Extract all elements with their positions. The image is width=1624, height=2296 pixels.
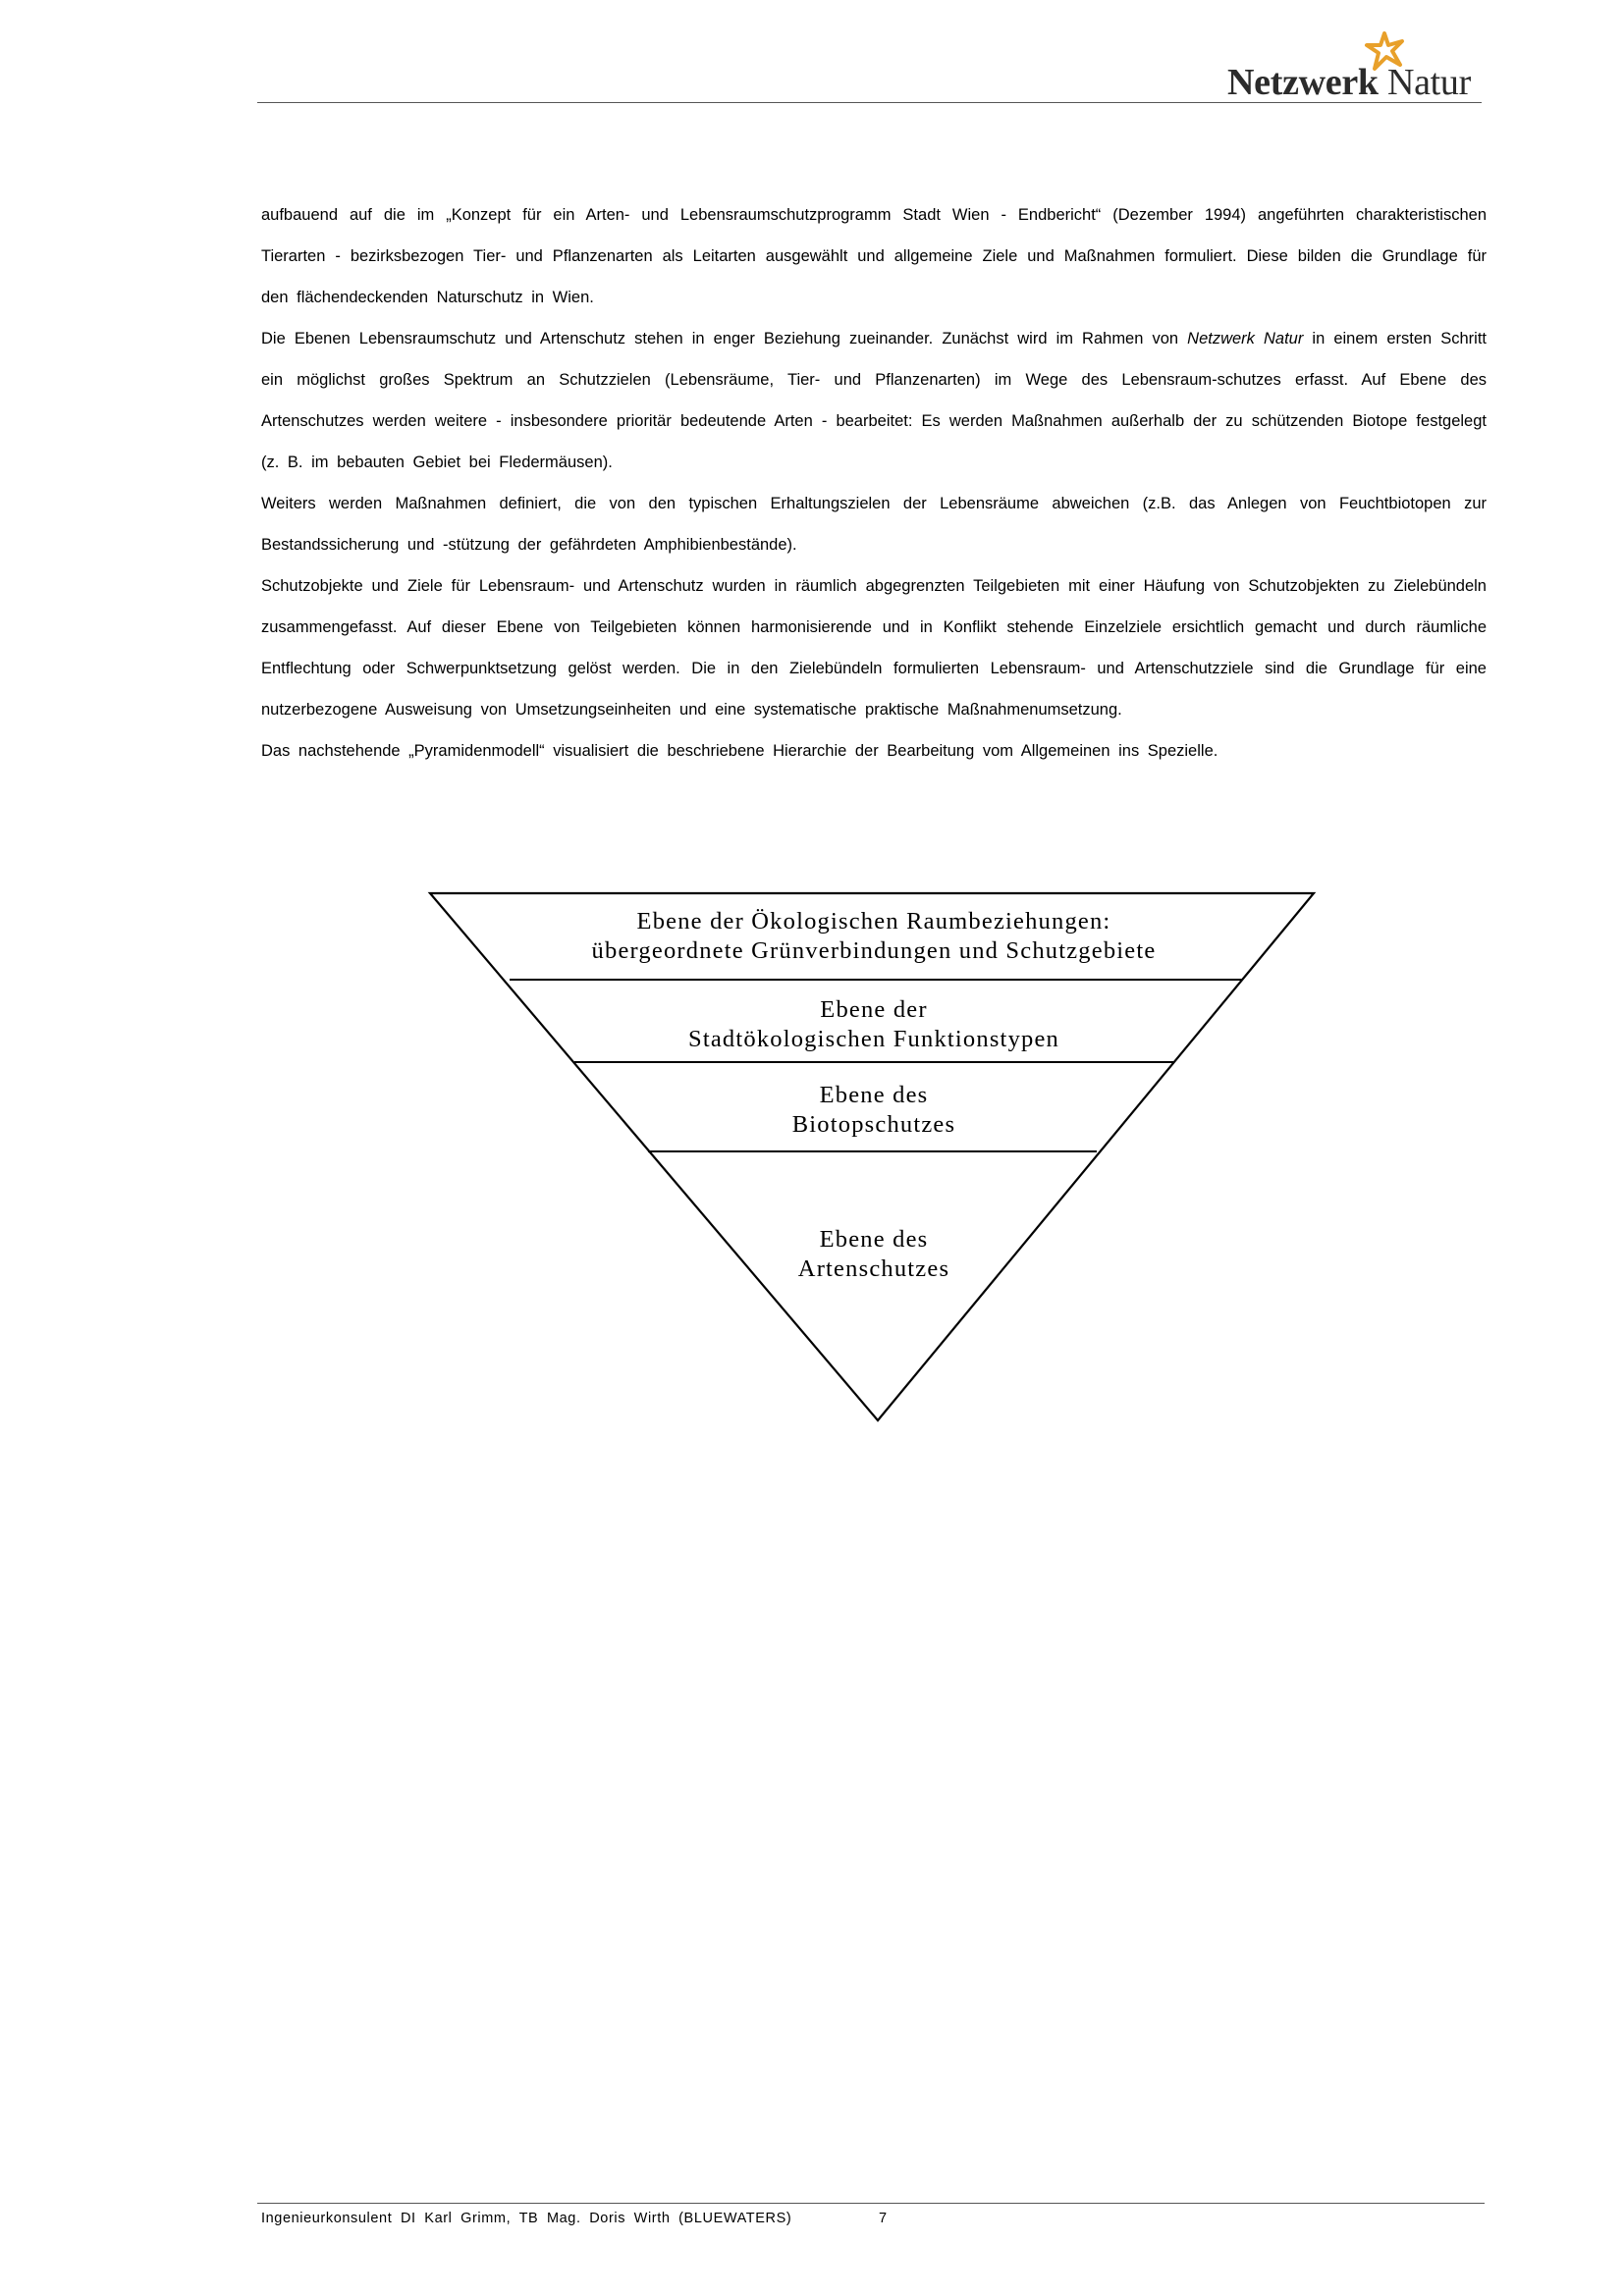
pyramid-level-biotopschutz (432, 1081, 1316, 1140)
paragraph-3: Weiters werden Maßnahmen definiert, die von den typischen Erhaltungszielen der Lebensräume abweichen (z.B. das Anlegen von Feuchtbiotopen zur Bestandssicherung und -stützung der gefährdeten Amphibienbestände). (261, 495, 1487, 554)
pyramid-level-2-line-2: Stadtökologischen Funktionstypen (688, 1026, 1059, 1052)
pyramid-outline (430, 893, 1314, 1420)
logo-text-bold: Netzwerk (1227, 62, 1379, 103)
pyramid-level-stadtoekologische-funktionstypen (432, 995, 1316, 1054)
body-text (261, 194, 1487, 772)
logo-text-regular: Natur (1386, 62, 1471, 103)
pyramid-level-artenschutz (432, 1225, 1316, 1284)
pyramid-level-3-line-1: Ebene des (819, 1082, 929, 1108)
paragraph-5: Das nachstehende „Pyramidenmodell“ visualisiert die beschriebene Hierarchie der Bearbeitung vom Allgemeinen ins Spezielle. (261, 742, 1218, 760)
pyramid-level-4-line-1: Ebene des (819, 1226, 929, 1253)
footer-author: Ingenieurkonsulent DI Karl Grimm, TB Mag. Doris Wirth (BLUEWATERS) (261, 2211, 792, 2226)
page-number: 7 (879, 2211, 888, 2226)
header-divider (257, 102, 1482, 103)
paragraph-2-before: Die Ebenen Lebensraumschutz und Artenschutz stehen in enger Beziehung zueinander. Zunächst wird im Rahmen von (261, 330, 1188, 347)
pyramid-level-2-line-1: Ebene der (820, 996, 928, 1023)
netzwerk-natur-logo (1218, 29, 1483, 103)
pyramid-level-1-line-2: übergeordnete Grünverbindungen und Schutzgebiete (591, 937, 1157, 964)
paragraph-2 (261, 318, 1487, 483)
pyramid-level-1-line-1: Ebene der Ökologischen Raumbeziehungen: (636, 908, 1111, 934)
logo-text (1227, 61, 1471, 104)
paragraph-4: Schutzobjekte und Ziele für Lebensraum- und Artenschutz wurden in räumlich abgegrenzten Teilgebieten mit einer Häufung von Schutzobjekten zu Zielebündeln zusammengefasst. Auf dieser Ebene von Teilgebieten können harmonisierende und in Konflikt stehende Einzelziele ersichtlich gemacht und durch räumliche Entflechtung oder Schwerpunktsetzung gelöst werden. Die in den Zielebündeln formulierten Lebensraum- und Artenschutzziele sind die Grundlage für eine nutzerbezogene Ausweisung von Umsetzungseinheiten und eine systematische praktische Maßnahmenumsetzung. (261, 577, 1487, 719)
pyramid-level-4-line-2: Artenschutzes (797, 1255, 950, 1282)
pyramid-level-3-line-2: Biotopschutzes (791, 1111, 956, 1138)
footer-divider (257, 2203, 1485, 2204)
paragraph-2-italic: Netzwerk Natur (1187, 330, 1304, 347)
pyramid-level-oekologische-raumbeziehungen (432, 907, 1316, 966)
paragraph-1: aufbauend auf die im „Konzept für ein Arten- und Lebensraumschutzprogramm Stadt Wien - Endbericht“ (Dezember 1994) angeführten charakteristischen Tierarten - bezirksbezogen Tier- und Pflanzenarten als Leitarten ausgewählt und allgemeine Ziele und Maßnahmen formuliert. Diese bilden die Grundlage für den flächendeckenden Naturschutz in Wien. (261, 206, 1487, 306)
paragraph-2-after: in einem ersten Schritt ein möglichst großes Spektrum an Schutzzielen (Lebensräume, Tier- und Pflanzenarten) im Wege des Lebensraum-schutzes erfasst. Auf Ebene des Artenschutzes werden weitere - insbesondere prioritär bedeutende Arten - bearbeitet: Es werden Maßnahmen außerhalb der zu schützenden Biotope festgelegt (z. B. im bebauten Gebiet bei Fledermäusen). (261, 330, 1488, 471)
